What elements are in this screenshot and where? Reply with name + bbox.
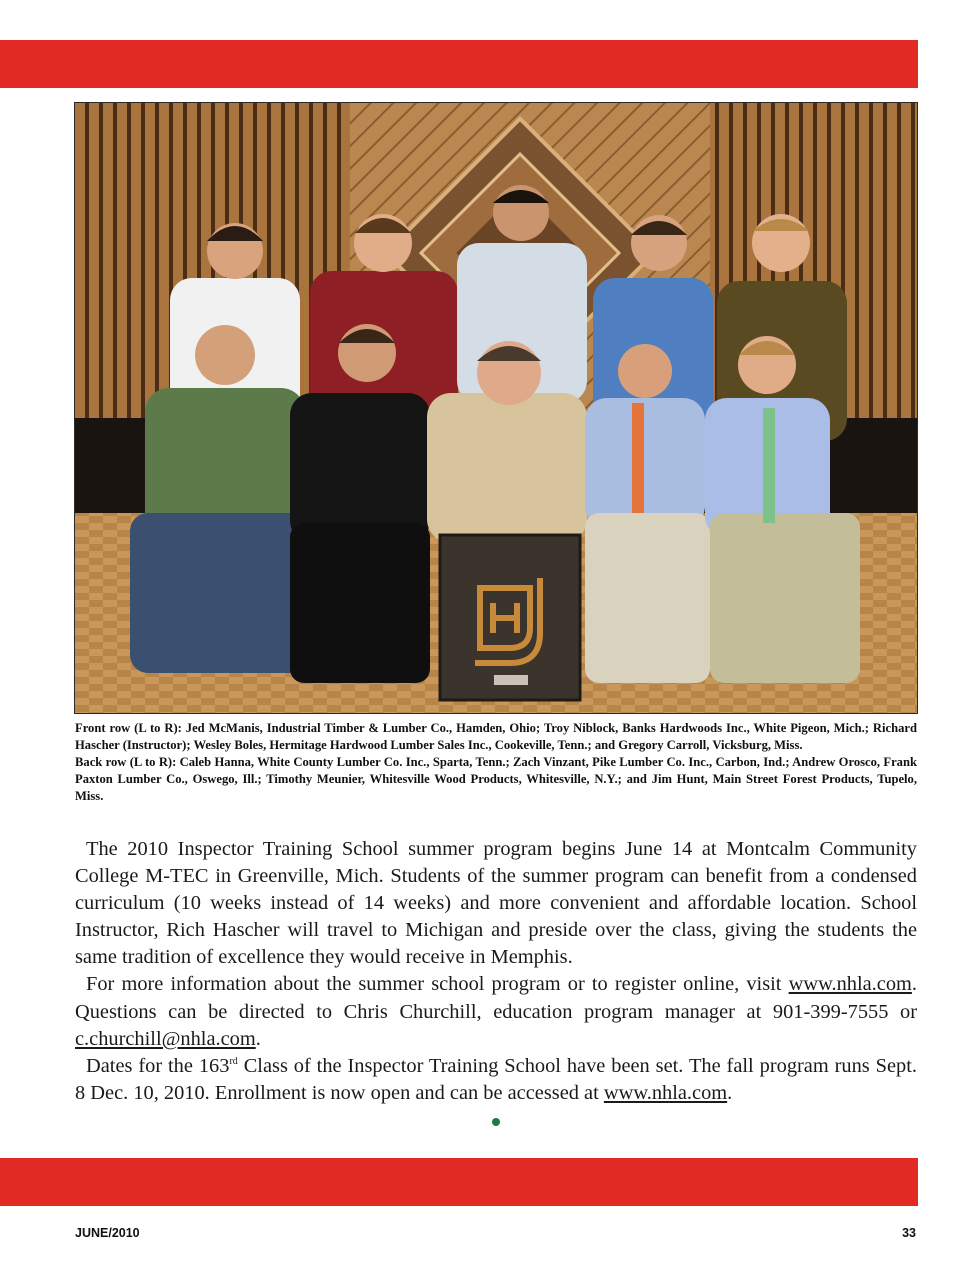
nhla-website-link[interactable]: www.nhla.com — [788, 973, 912, 996]
bottom-red-band — [0, 1158, 918, 1206]
nhla-website-link-2[interactable]: www.nhla.com — [603, 1081, 728, 1104]
caption-back-row: Back row (L to R): Caleb Hanna, White County Lumber Co. Inc., Sparta, Tenn.; Zach Vinzant, Pike Lumber Co. Inc., Carbon, Ind.; Andrew Orosco, Frank Paxton Lumber Co., Oswego, Ill.; Timothy Meunier, Whitesville Wood Products, Whitesville, N.Y.; and Jim Hunt, Main Street Forest Products, Tupelo, Miss. — [75, 755, 917, 803]
p3-text-c: . — [727, 1081, 733, 1104]
p3-text-b: Class of the Inspector Training School have been set. The fall program runs Sept. 8 Dec. 10, 2010. Enrollment is now open and can be accessed at — [75, 1054, 917, 1104]
article-paragraph-1: The 2010 Inspector Training School summer program begins June 14 at Montcalm Community College M-TEC in Greenville, Mich. Students of the summer program can benefit from a condensed curriculum (10 weeks instead of 14 weeks) and more convenient and affordable location. School Instructor, Rich Hascher will travel to Michigan and preside over the class, giving the students the same tradition of excellence they would receive in Memphis. — [75, 838, 917, 969]
article-paragraph-3 — [75, 1053, 917, 1107]
email-link[interactable]: c.churchill@nhla.com — [75, 1027, 256, 1050]
caption-front-row: Front row (L to R): Jed McManis, Industrial Timber & Lumber Co., Hamden, Ohio; Troy Niblock, Banks Hardwoods Inc., White Pigeon, Mich.; Richard Hascher (Instructor); Wesley Boles, Hermitage Hardwood Lumber Sales Inc., Cookeville, Tenn.; and Gregory Carroll, Vicksburg, Miss. — [75, 721, 917, 752]
footer-issue-date: JUNE/2010 — [75, 1226, 140, 1240]
group-photo — [74, 102, 918, 714]
group-photo-illustration — [75, 103, 917, 713]
end-of-article-mark — [492, 1118, 500, 1126]
p2-text-c: . — [255, 1027, 261, 1050]
article-paragraph-2 — [75, 971, 917, 1052]
ordinal-suffix: rd — [229, 1055, 238, 1067]
article-body — [75, 836, 917, 1107]
p2-text-b: . Questions can be directed to Chris Churchill, education program manager at 901-399-7555 or — [75, 973, 917, 1023]
footer-page-number: 33 — [902, 1226, 916, 1240]
p3-text-a: Dates for the 163 — [86, 1054, 230, 1077]
photo-caption — [75, 720, 917, 805]
top-red-band — [0, 40, 918, 88]
p2-text-a: For more information about the summer school program or to register online, visit — [86, 973, 789, 996]
